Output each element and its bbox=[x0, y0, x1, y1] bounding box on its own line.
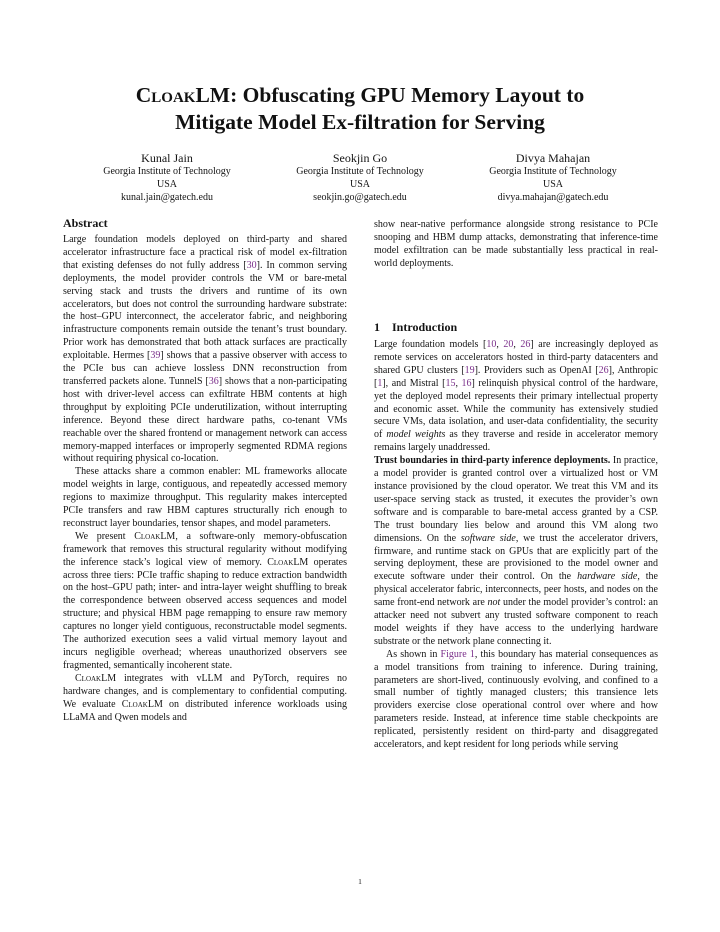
emphasis: software side bbox=[460, 532, 516, 544]
intro-column bbox=[374, 339, 658, 752]
citation-link[interactable]: 26 bbox=[598, 364, 609, 376]
right-column-top bbox=[374, 219, 658, 271]
system-name: CloakLM bbox=[267, 556, 309, 568]
text-run: ] shows that a non-participating host with driver-level access can exfiltrate HBM contents at high throughput by exploiting PCIe underutilization, without interrupting inference. Beyond these direct hardware paths, co-tenant VMs reachable over the shared frontend or management network can access memory-mapped interfaces or improperly segmented RDMA regions without requiring physical co-location. bbox=[63, 375, 347, 465]
intro-paragraph bbox=[374, 649, 658, 752]
text-run: under the model provider’s control: an attacker need not subvert any trusted software component to reach model weights if they have access to the underlying hardware substrate or the network plane connecting it. bbox=[374, 597, 658, 647]
abstract-paragraph bbox=[63, 673, 347, 725]
text-run: ] shows that a passive observer with access to the PCIe bus can achieve lossless DNN reconstruction from transferred packets alone. TunnelS [ bbox=[63, 350, 347, 387]
system-name: CloakLM bbox=[121, 698, 163, 710]
citation-link[interactable]: 10 bbox=[486, 339, 497, 350]
citation-link[interactable]: 19 bbox=[464, 364, 475, 376]
emphasis: not bbox=[487, 597, 501, 609]
text-run: ] relinquish physical control of the hardware, yet the deployed model represents their primary intellectual property and economic asset. While the community has extensively studied secure VMs, data isolation, and user-data confidentiality, the security of bbox=[374, 377, 658, 441]
paper-title bbox=[60, 82, 660, 136]
system-name: CloakLM bbox=[75, 672, 117, 684]
text-run: ] are increasingly deployed as remote services on accelerators hosted in third-party datacenters and shared GPU clusters [ bbox=[374, 339, 658, 376]
title-line2: Mitigate Model Ex-filtration for Serving bbox=[175, 110, 545, 134]
title-line1: : Obfuscating GPU Memory Layout to bbox=[230, 83, 585, 107]
text-run: As shown in bbox=[386, 648, 441, 660]
citation-link[interactable]: 26 bbox=[520, 339, 531, 350]
section-heading bbox=[374, 320, 457, 335]
emphasis: hardware side bbox=[577, 571, 638, 583]
author-name: Kunal Jain bbox=[141, 151, 193, 165]
citation-link[interactable]: 39 bbox=[150, 350, 161, 362]
abstract-paragraph bbox=[63, 234, 347, 466]
text-run: ], Anthropic [ bbox=[374, 364, 659, 389]
text-run: operates across three tiers: PCIe traffic shaping to reduce extraction bandwidth on the host–GPU path; inter- and intra-layer weight shuffling to break the correspondence between observed access sequences and model structure; and physical HBM page remapping to ensure raw memory captures no longer yield contiguous, reconstructable model segments. The authorized execution sees a valid virtual memory layout and incurs negligible overhead; whereas unauthorized observers see fragmented, semantically incoherent state. bbox=[63, 556, 347, 671]
intro-paragraph: Large foundation models [10, 20, 26] are increasingly deployed as remote services on accelerators hosted in third-party datacenters and shared GPU clusters [19]. Providers such as OpenAI [26], Anthropic [1], and Mistral [15, 16] relinquish physical control of the hardware, yet the deployed model represents their primary intellectual property and economic asset. While the community has extensively studied secure VMs, data isolation, and user-data confidentiality, the security of model weights as they traverse and reside in accelerator memory remains largely unaddressed. bbox=[374, 339, 659, 454]
author-affiliation: Georgia Institute of Technology bbox=[489, 166, 617, 177]
author-name: Seokjin Go bbox=[332, 151, 388, 165]
text-run: , a software-only memory-obfuscation framework that removes this structural regularity without modifying the inference stack’s logical view of memory. bbox=[63, 530, 347, 568]
author-email: kunal.jain@gatech.edu bbox=[121, 191, 213, 203]
author-block bbox=[453, 150, 653, 204]
figure-link[interactable]: Figure 1 bbox=[440, 648, 475, 660]
author-affiliation: Georgia Institute of Technology bbox=[103, 166, 231, 177]
left-column bbox=[63, 216, 347, 724]
text-run: Large foundation models [ bbox=[374, 339, 487, 350]
author-country: USA bbox=[542, 178, 563, 190]
text-run: In practice, a model provider is granted control over a virtualized host or VM instance provisioned by the cloud operator. We treat this VM and its user-space serving stack as trusted, it executes the provider’s own software and is comparable to bare-metal access granted by a CSP. The trust boundary lies below and around this VM along two dimensions. On the bbox=[374, 455, 658, 544]
page-number: 1 bbox=[358, 877, 362, 886]
author-block bbox=[67, 150, 267, 204]
author-name: Divya Mahajan bbox=[515, 151, 591, 165]
abstract-heading: Abstract bbox=[63, 216, 108, 230]
citation-link[interactable]: 15 bbox=[445, 377, 456, 389]
system-name: CloakLM bbox=[134, 530, 176, 542]
abstract-paragraph bbox=[63, 531, 347, 673]
text-run: ]. In common serving deployments, the model provider controls the VM or bare-metal serving stack and trusts the drivers and runtime of its own accelerators, but does not control the surrounding hardware substrate: the host–GPU interconnect, the accelerator fabric, and neighboring infrastructure components remain outside the tenant’s trust boundary. Prior work has demonstrated that both attack surfaces are practically exploitable. Hermes [ bbox=[63, 259, 348, 362]
author-email: divya.mahajan@gatech.edu bbox=[497, 191, 609, 203]
text-run: We present bbox=[75, 530, 135, 542]
abstract-continuation: show near-native performance alongside strong resistance to PCIe snooping and HBM dump attacks, demonstrating that inference-time model exfiltration can be made substantially less practical in real-world deployments. bbox=[374, 219, 658, 269]
citation-link[interactable]: 36 bbox=[208, 375, 219, 387]
text-run: , the physical accelerator fabric, interconnects, peer hosts, and nodes on the same front-end network are bbox=[374, 571, 658, 609]
author-country: USA bbox=[349, 178, 370, 190]
author-affiliation: Georgia Institute of Technology bbox=[296, 166, 424, 177]
intro-paragraph bbox=[374, 455, 658, 649]
citation-link[interactable]: 20 bbox=[503, 339, 514, 350]
section-title: Introduction bbox=[392, 320, 458, 334]
author-country: USA bbox=[156, 178, 177, 190]
citation-link[interactable]: 1 bbox=[377, 377, 383, 389]
text-run: ], and Mistral [ bbox=[382, 377, 446, 389]
text-run: , we trust the accelerator drivers, firmware, and runtime stack on GPUs that are explicitly part of the serving deployment, these are provisioned to the model owner and execute software under their control. On the bbox=[374, 532, 658, 583]
text-run: ]. Providers such as OpenAI [ bbox=[474, 364, 599, 376]
abstract-paragraph: These attacks share a common enabler: ML frameworks allocate model weights in large, contiguous, and repeatedly accessed memory regions to maximize throughput. This regularity makes intercepted PCIe transfers and raw HBM captures structurally rich enough to reconstruct layer boundaries, tensor shapes, and model parameters. bbox=[63, 466, 347, 529]
citation-link[interactable]: 30 bbox=[246, 259, 257, 271]
author-block bbox=[260, 150, 460, 204]
text-run: on distributed inference workloads using LLaMA and Qwen models and bbox=[63, 698, 348, 723]
text-run: , this boundary has material consequences as a model transitions from training to inference. During training, parameters are short-lived, continuously evolving, and confined to a small number of tightly managed clusters; this transience lets providers exercise close operational control over where and how parameters reside. Instead, at inference time stable checkpoints are replicated, persistently resident on third-party and disaggregated accelerators, and kept resident for long periods while serving bbox=[374, 648, 658, 751]
text-run: Large foundation models deployed on third-party and shared accelerator infrastructure face a practical risk of model ex-filtration that existing defenses do not fully address [ bbox=[63, 234, 347, 271]
text-run: as they traverse and reside in accelerator memory remains largely unaddressed. bbox=[374, 429, 658, 454]
section-number: 1 bbox=[374, 320, 380, 334]
text-run: integrates with vLLM and PyTorch, requires no hardware changes, and is complementary to confidential computing. We evaluate bbox=[63, 672, 347, 710]
title-system-name: CloakLM bbox=[135, 83, 231, 107]
citation-link[interactable]: 16 bbox=[461, 377, 472, 389]
paragraph-heading: Trust boundaries in third-party inference deployments. bbox=[374, 455, 611, 467]
author-email: seokjin.go@gatech.edu bbox=[313, 191, 407, 203]
emphasis: model weights bbox=[386, 429, 446, 441]
